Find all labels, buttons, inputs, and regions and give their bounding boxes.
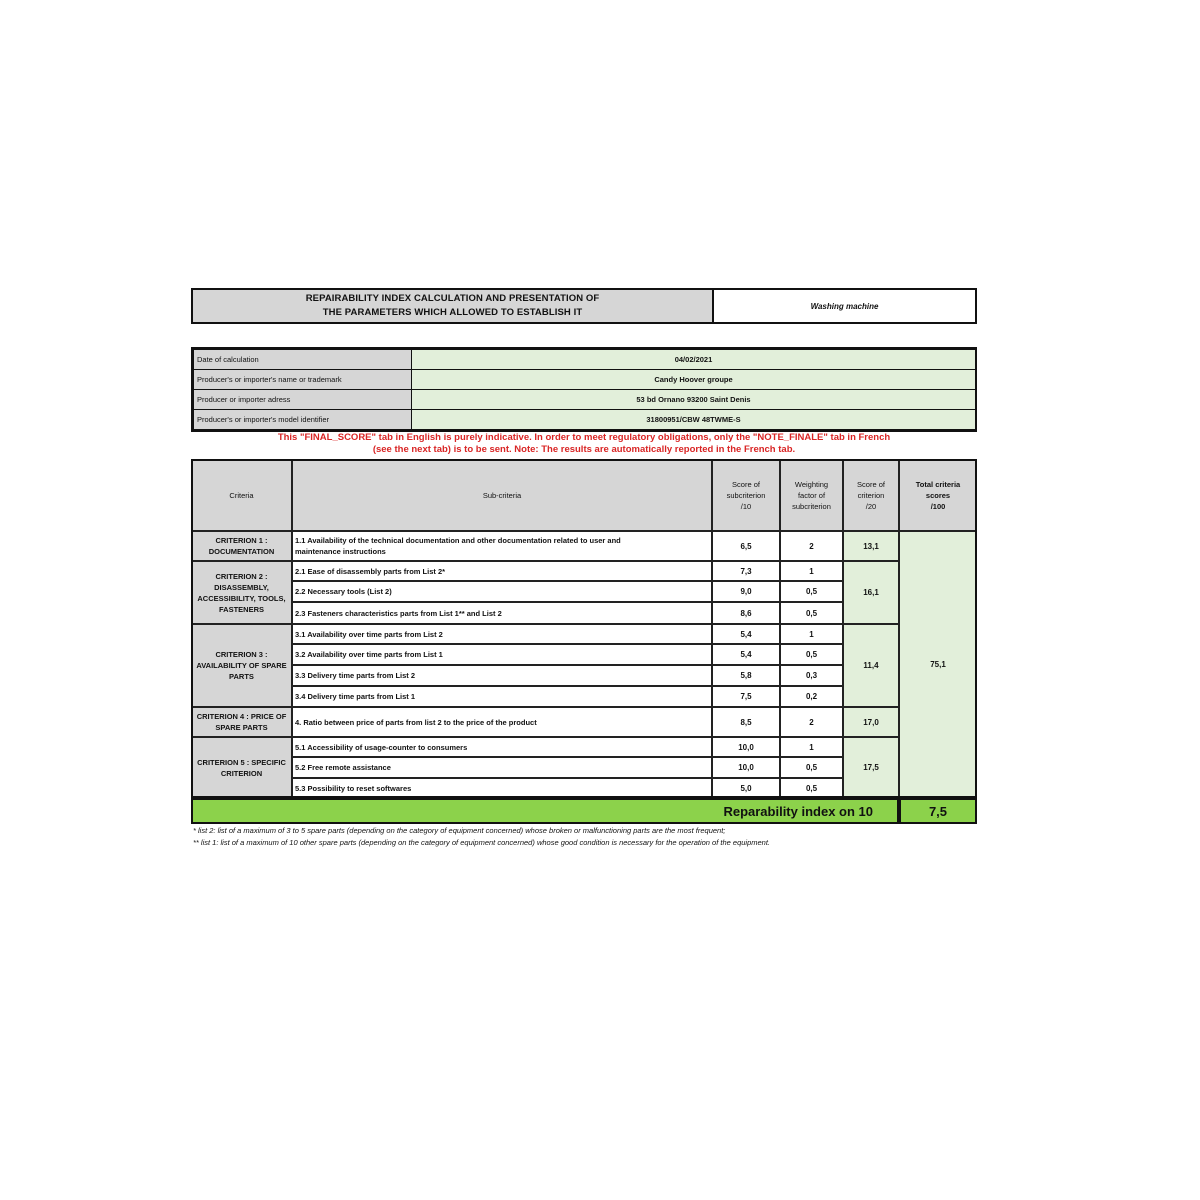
criterion-score: 13,1	[843, 531, 899, 561]
header-score-sub: Score of subcriterion /10	[712, 459, 780, 531]
sub-criterion-score: 5,8	[712, 665, 780, 686]
total-score: 75,1	[899, 531, 977, 798]
sub-criterion-score: 5,4	[712, 624, 780, 644]
reparability-index-label: Reparability index on 10	[191, 798, 899, 824]
sub-criterion-label: 5.3 Possibility to reset softwares	[292, 778, 712, 798]
sub-criterion-weight: 0,5	[780, 778, 843, 798]
sub-criterion-score: 5,0	[712, 778, 780, 798]
footnote-1: * list 2: list of a maximum of 3 to 5 spare parts (depending on the category of equipment concerned) whose broken or malfunctioning parts are the most frequent;	[193, 826, 726, 835]
sub-criterion-label: 4. Ratio between price of parts from list 2 to the price of the product	[292, 707, 712, 737]
criterion-label: CRITERION 2 : DISASSEMBLY, ACCESSIBILITY, TOOLS, FASTENERS	[191, 561, 292, 624]
criterion-score: 11,4	[843, 624, 899, 707]
criterion-score: 17,0	[843, 707, 899, 737]
criterion-label: CRITERION 3 : AVAILABILITY OF SPARE PARTS	[191, 624, 292, 707]
sub-criterion-weight: 1	[780, 561, 843, 581]
report-title: REPAIRABILITY INDEX CALCULATION AND PRESENTATION OF THE PARAMETERS WHICH ALLOWED TO ESTABLISH IT	[305, 293, 600, 318]
info-value: 31800951/CBW 48TWME-S	[412, 410, 976, 430]
equipment-type: Washing machine	[810, 301, 879, 311]
sub-criterion-label: 5.2 Free remote assistance	[292, 757, 712, 778]
sub-criterion-weight: 1	[780, 737, 843, 757]
sub-criterion-label: 3.1 Availability over time parts from List 2	[292, 624, 712, 644]
header-total: Total criteria scores /100	[899, 459, 977, 531]
sub-criterion-score: 7,3	[712, 561, 780, 581]
sub-criterion-label: 2.1 Ease of disassembly parts from List 2*	[292, 561, 712, 581]
sub-criterion-weight: 0,5	[780, 644, 843, 665]
sub-criterion-score: 8,5	[712, 707, 780, 737]
criterion-score: 17,5	[843, 737, 899, 798]
info-value: 53 bd Ornano 93200 Saint Denis	[412, 390, 976, 410]
sub-criterion-label: 2.3 Fasteners characteristics parts from List 1** and List 2	[292, 602, 712, 624]
info-label: Producer or importer adress	[194, 390, 412, 410]
sub-criterion-score: 5,4	[712, 644, 780, 665]
sub-criterion-weight: 0,5	[780, 602, 843, 624]
warning-line-1: This "FINAL_SCORE" tab in English is purely indicative. In order to meet regulatory obligations, only the "NOTE_FINALE" tab in French	[277, 432, 891, 443]
sub-criterion-label: 3.2 Availability over time parts from List 1	[292, 644, 712, 665]
sub-criterion-weight: 0,5	[780, 757, 843, 778]
sub-criterion-weight: 0,2	[780, 686, 843, 707]
sub-criterion-score: 9,0	[712, 581, 780, 602]
header-criteria: Criteria	[191, 459, 292, 531]
header-weight: Weighting factor of subcriterion	[780, 459, 843, 531]
criterion-label: CRITERION 4 : PRICE OF SPARE PARTS	[191, 707, 292, 737]
criterion-label: CRITERION 1 : DOCUMENTATION	[191, 531, 292, 561]
header-sub-criteria: Sub-criteria	[292, 459, 712, 531]
sub-criterion-weight: 0,3	[780, 665, 843, 686]
header-score-criterion: Score of criterion /20	[843, 459, 899, 531]
sub-criterion-weight: 0,5	[780, 581, 843, 602]
info-label: Producer's or importer's name or trademark	[194, 370, 412, 390]
sub-criterion-label: 5.1 Accessibility of usage-counter to consumers	[292, 737, 712, 757]
sub-criterion-label: 1.1 Availability of the technical documentation and other documentation related to user and maintenance instructions	[292, 531, 712, 561]
sub-criterion-score: 7,5	[712, 686, 780, 707]
sub-criterion-label: 3.4 Delivery time parts from List 1	[292, 686, 712, 707]
sub-criterion-label: 2.2 Necessary tools (List 2)	[292, 581, 712, 602]
info-label: Producer's or importer's model identifier	[194, 410, 412, 430]
criterion-label: CRITERION 5 : SPECIFIC CRITERION	[191, 737, 292, 798]
sub-criterion-weight: 2	[780, 531, 843, 561]
sub-criterion-score: 6,5	[712, 531, 780, 561]
footnote-2: ** list 1: list of a maximum of 10 other spare parts (depending on the category of equipment concerned) whose good condition is necessary for the operation of the equipment.	[193, 838, 771, 847]
reparability-index-value: 7,5	[899, 798, 977, 824]
info-value: 04/02/2021	[412, 350, 976, 370]
sub-criterion-score: 10,0	[712, 737, 780, 757]
sub-criterion-weight: 1	[780, 624, 843, 644]
info-label: Date of calculation	[194, 350, 412, 370]
sub-criterion-score: 10,0	[712, 757, 780, 778]
sub-criterion-label: 3.3 Delivery time parts from List 2	[292, 665, 712, 686]
sub-criterion-weight: 2	[780, 707, 843, 737]
sub-criterion-score: 8,6	[712, 602, 780, 624]
info-value: Candy Hoover groupe	[412, 370, 976, 390]
criterion-score: 16,1	[843, 561, 899, 624]
warning-line-2: (see the next tab) is to be sent. Note: The results are automatically reported in the French tab.	[372, 444, 796, 455]
